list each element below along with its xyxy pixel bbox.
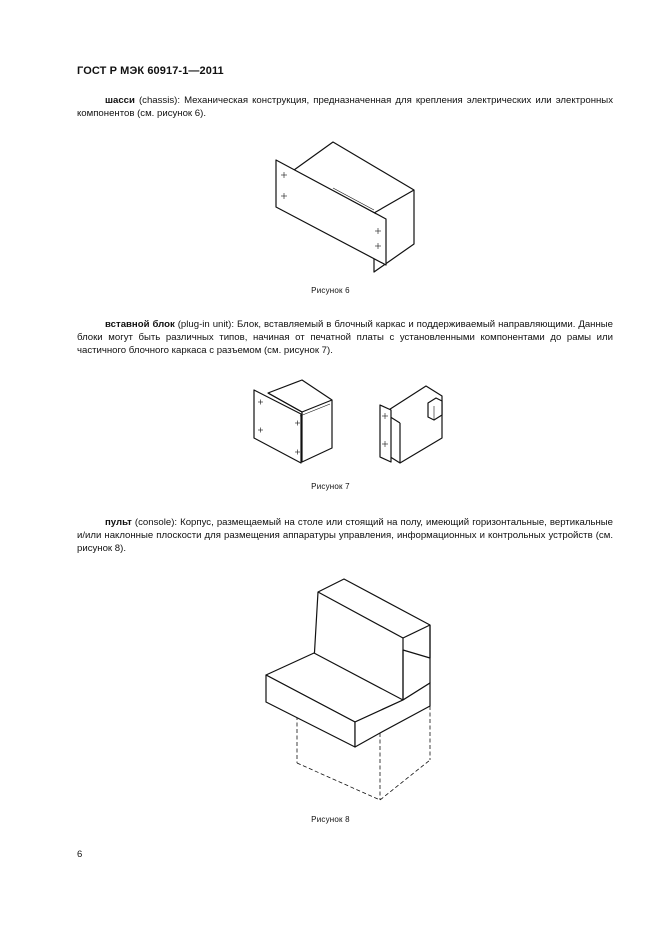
connector-block	[428, 398, 442, 420]
figure-7-plugin-unit-drawings	[0, 375, 661, 475]
page-number: 6	[77, 849, 83, 860]
figure-6-caption: Рисунок 6	[311, 286, 350, 295]
definition-console	[77, 516, 613, 555]
definition-plugin-unit	[77, 318, 613, 357]
definition-chassis-text: (chassis): Механическая конструкция, предназначенная для крепления электрических или электронных компонентов (см. рисунок 6).	[77, 95, 613, 119]
figure-6-chassis-drawing	[0, 140, 661, 275]
term-plugin-unit: вставной блок	[105, 319, 175, 330]
figure-8-console-drawing	[0, 575, 661, 805]
plugin-unit-board	[380, 386, 442, 463]
figure-8-caption: Рисунок 8	[311, 815, 350, 824]
figure-7-caption: Рисунок 7	[311, 482, 350, 491]
definition-plugin-unit-text: (plug-in unit): Блок, вставляемый в блочный каркас и поддерживаемый направляющими. Данные блоки могут быть различных типов, начиная от печатной платы с установленными компонентами до рамы или частичного блочного каркаса с разъемом (см. рисунок 7).	[77, 319, 613, 356]
definition-console-text: (console): Корпус, размещаемый на столе или стоящий на полу, имеющий горизонтальные, вертикальные и/или наклонные плоскости для размещения аппаратуры управления, информационных и контрольных устройств (см. рисунок 8).	[77, 517, 613, 554]
term-console: пульт	[105, 517, 132, 528]
term-chassis: шасси	[105, 95, 135, 106]
plugin-unit-box	[254, 380, 332, 463]
document-header: ГОСТ Р МЭК 60917-1—2011	[77, 65, 224, 77]
definition-chassis	[77, 94, 613, 120]
